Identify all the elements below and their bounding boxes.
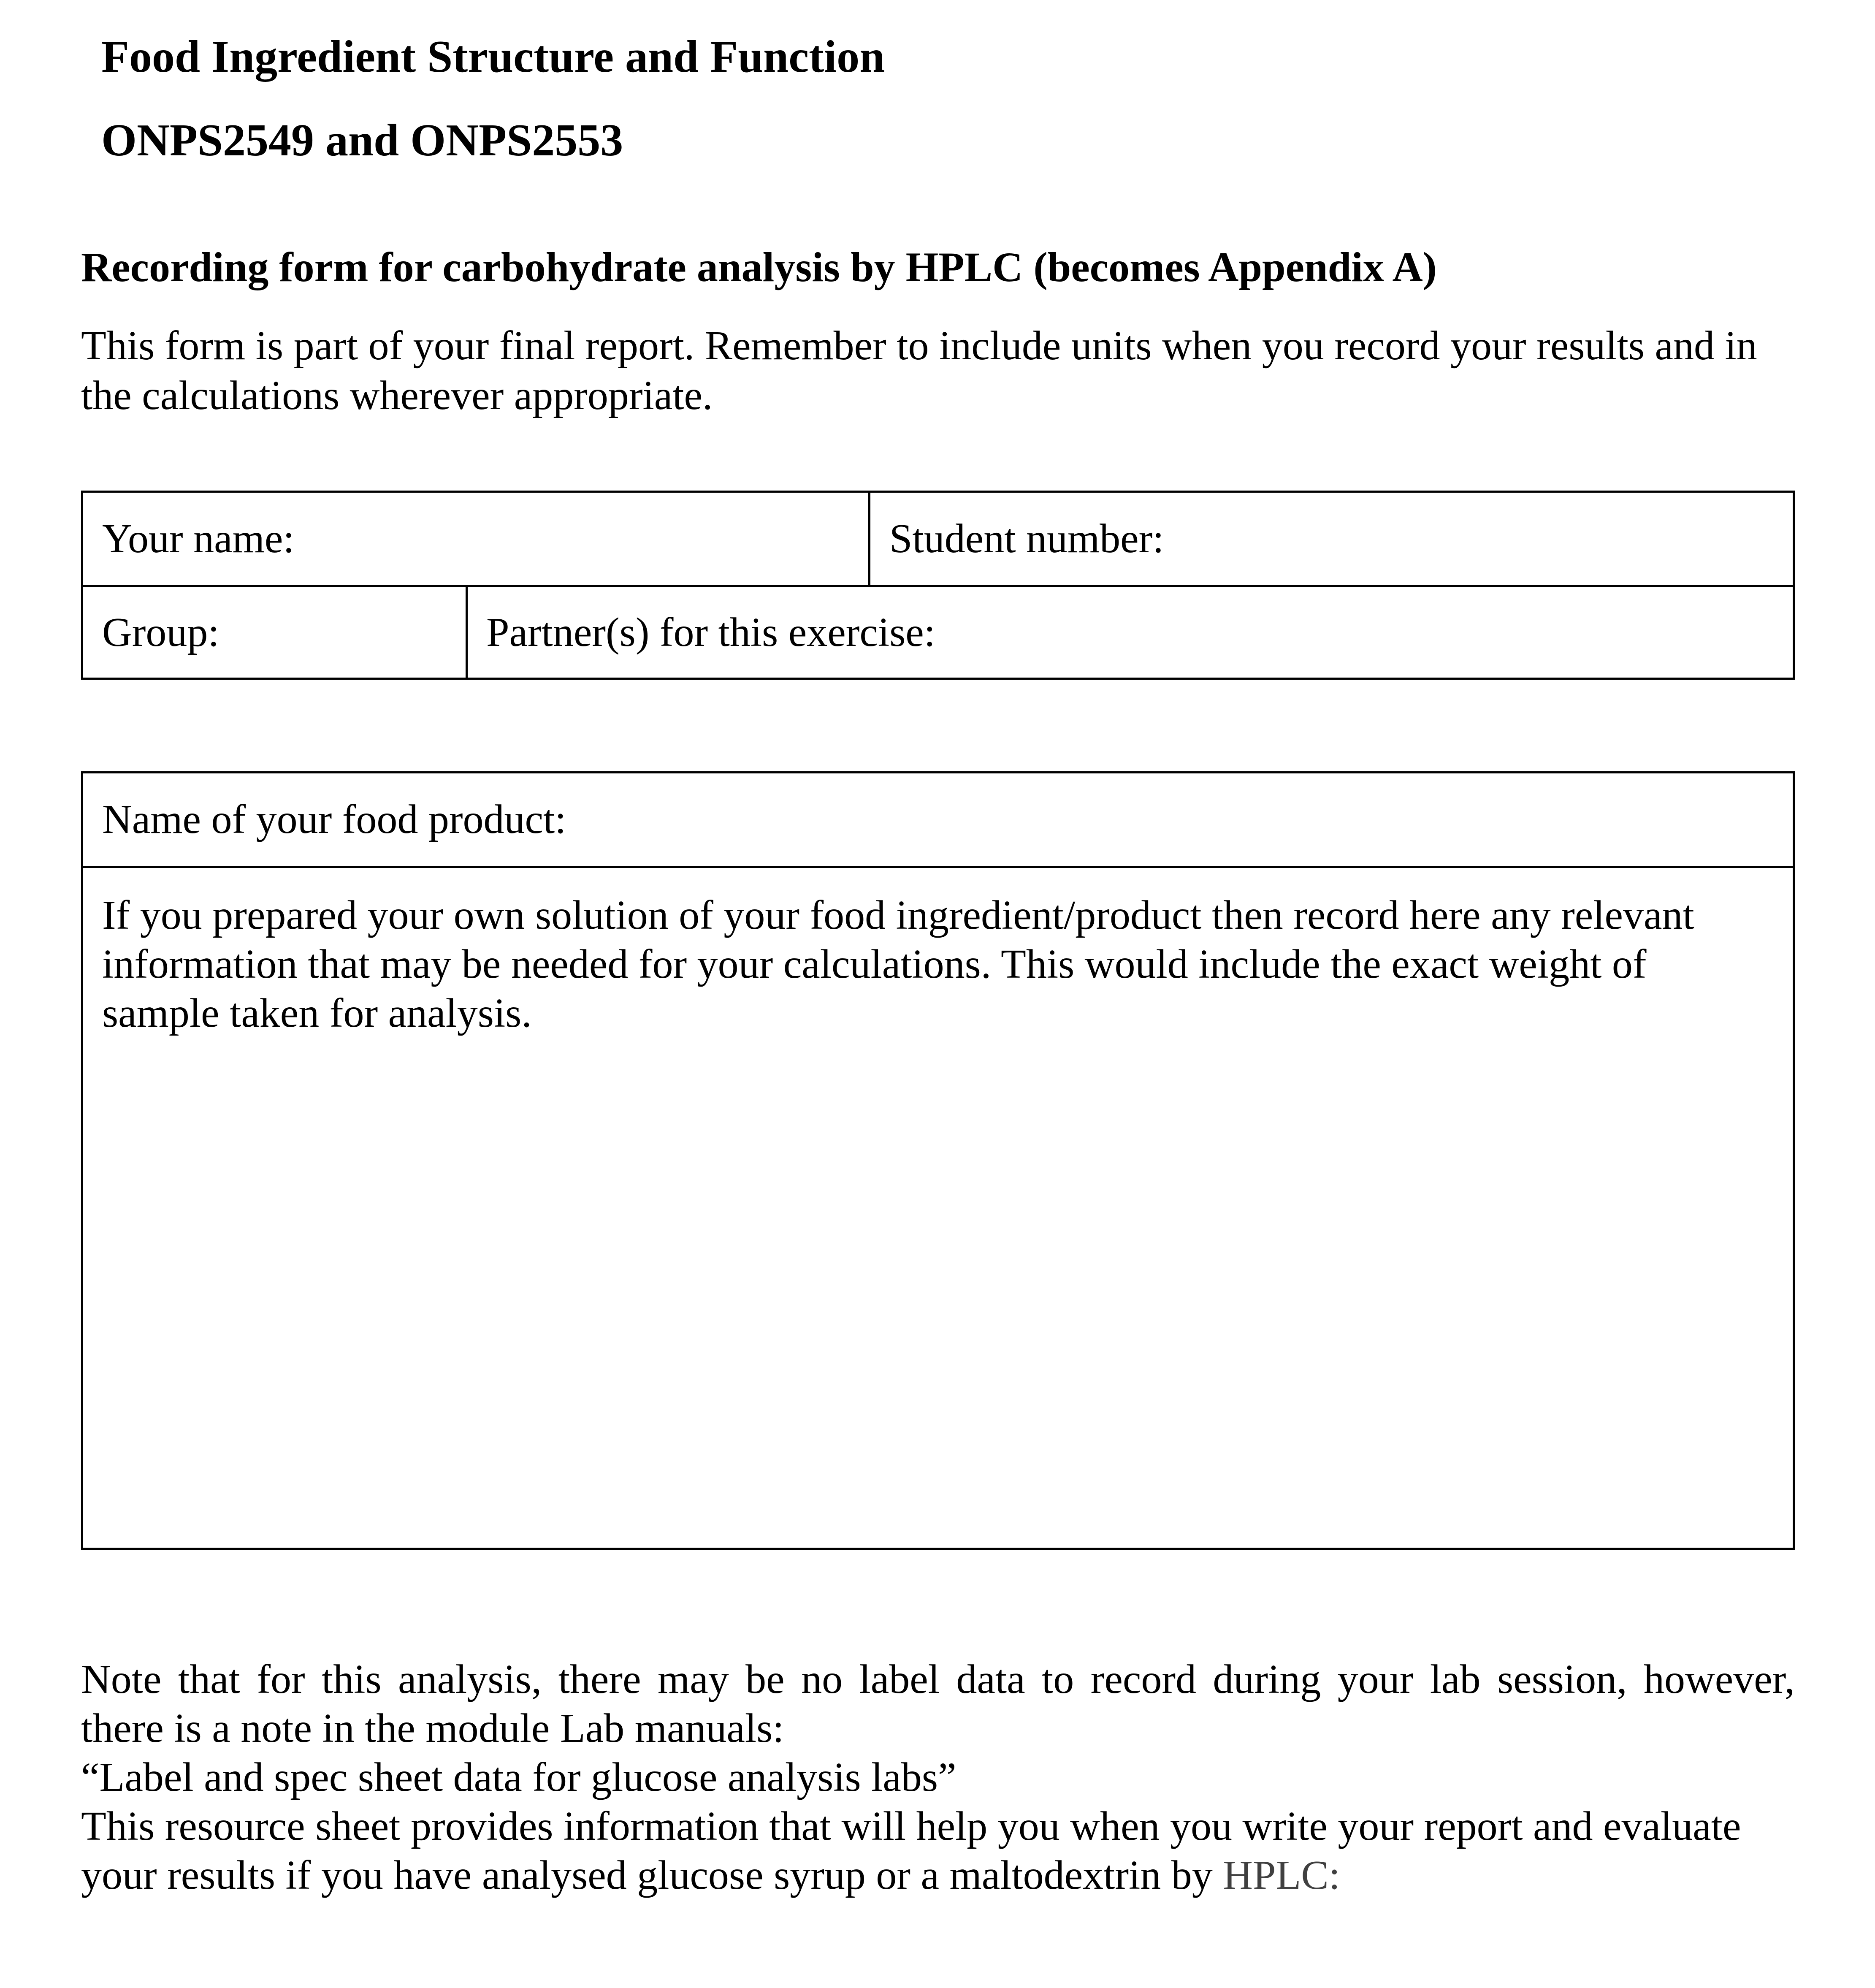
resource-sheet-title: “Label and spec sheet data for glucose analysis labs” <box>81 1755 956 1800</box>
table-row-divider <box>83 866 1793 868</box>
table-column-divider <box>466 585 468 678</box>
course-codes: ONPS2549 and ONPS2553 <box>101 115 623 165</box>
your-name-field[interactable]: Your name: <box>102 516 295 561</box>
student-number-field[interactable]: Student number: <box>889 516 1164 561</box>
note-line: there is a note in the module Lab manuals: <box>81 1706 784 1751</box>
food-product-name-field[interactable]: Name of your food product: <box>102 797 566 842</box>
form-intro: This form is part of your final report. Remember to include units when you record your results and in the calculations wherever appropriate. <box>81 323 1757 418</box>
table-column-divider <box>868 493 870 585</box>
form-heading: Recording form for carbohydrate analysis by HPLC (becomes Appendix A) <box>81 244 1437 290</box>
resource-sheet-description <box>81 1802 1795 1900</box>
food-product-table <box>81 771 1795 1550</box>
group-field[interactable]: Group: <box>102 610 219 655</box>
course-title: Food Ingredient Structure and Function <box>101 32 885 82</box>
hplc-reference: HPLC: <box>1223 1852 1340 1898</box>
sample-preparation-notes-field[interactable]: If you prepared your own solution of your food ingredient/product then record here any relevant information that may be needed for your calculations. This would include the exact weight of sample taken for analysis. <box>102 892 1694 1036</box>
student-info-table <box>81 491 1795 680</box>
note-line: Note that for this analysis, there may be no label data to record during your lab session, however, <box>81 1657 1795 1702</box>
partners-field[interactable]: Partner(s) for this exercise: <box>486 610 935 655</box>
table-row-divider <box>83 585 1793 587</box>
label-data-note <box>81 1655 1795 1900</box>
resource-sheet-text: This resource sheet provides information that will help you when you write your report and evaluate your results if you have analysed glucose syrup or a maltodextrin by <box>81 1804 1741 1898</box>
